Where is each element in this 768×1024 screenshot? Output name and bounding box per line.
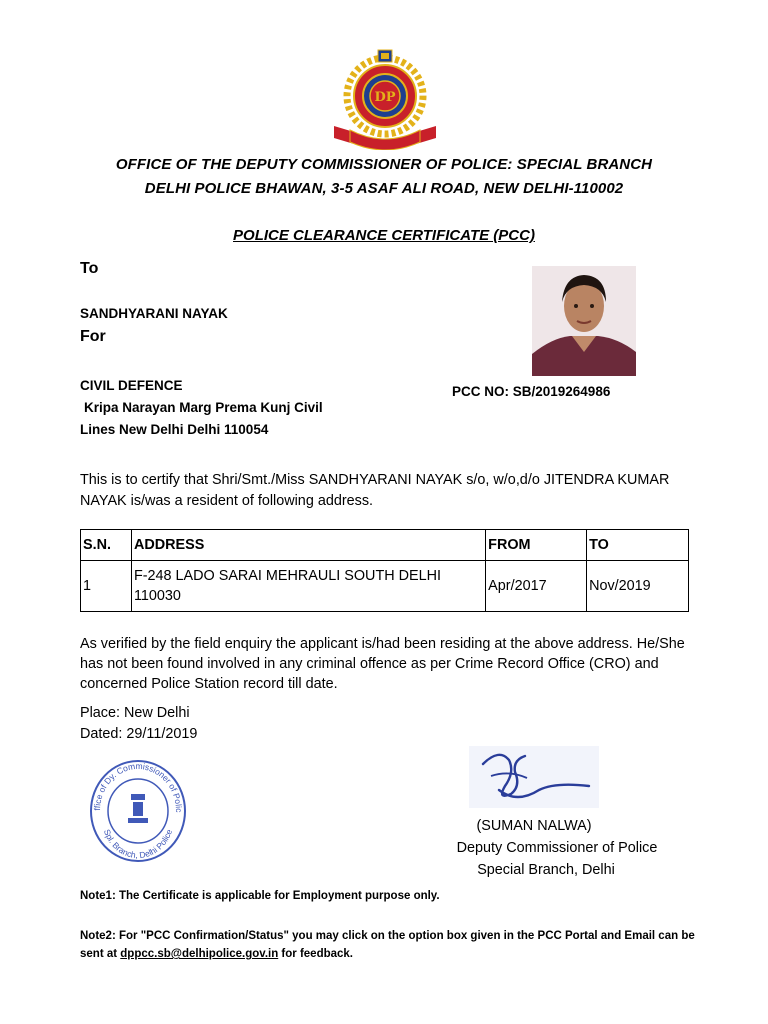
col-header-to: TO xyxy=(587,530,689,561)
signatory-name: (SUMAN NALWA) xyxy=(476,818,592,834)
table-row xyxy=(81,561,689,612)
certificate-title: POLICE CLEARANCE CERTIFICATE (PCC) xyxy=(233,227,535,244)
col-header-address: ADDRESS xyxy=(131,530,485,561)
feedback-email-link[interactable]: dppcc.sb@delhipolice.gov.in xyxy=(120,948,279,960)
cell-to: Nov/2019 xyxy=(587,561,689,612)
to-label: To xyxy=(80,260,99,277)
note-2 xyxy=(80,927,700,963)
for-label: For xyxy=(80,328,106,345)
office-title-line2: DELHI POLICE BHAWAN, 3-5 ASAF ALI ROAD, NEW DELHI-110002 xyxy=(144,180,624,197)
emblem-text: DP xyxy=(374,90,396,105)
note-2-text: Note2: For "PCC Confirmation/Status" you may click on the option box given in the PCC Portal and Email can be sent at xyxy=(80,930,695,960)
recipient-name: SANDHYARANI NAYAK xyxy=(80,306,228,321)
note-2-suffix: for feedback. xyxy=(278,948,354,960)
cell-address: F-248 LADO SARAI MEHRAULI SOUTH DELHI 110030 xyxy=(131,561,485,612)
place: Place: New Delhi xyxy=(80,705,190,721)
signature xyxy=(469,746,599,808)
svg-text:Spl. Branch, Delhi Police xyxy=(102,828,174,860)
stamp-bottom-text: Spl. Branch, Delhi Police xyxy=(101,827,175,861)
stamp-top-text: ffice of Dy. Commissioner of Polic xyxy=(91,760,185,813)
official-stamp xyxy=(88,758,188,864)
col-header-from: FROM xyxy=(486,530,587,561)
recipient-org: CIVIL DEFENCE xyxy=(80,378,183,393)
office-title-line1: OFFICE OF THE DEPUTY COMMISSIONER OF POLICE: SPECIAL BRANCH xyxy=(115,156,653,173)
signatory-branch: Special Branch, Delhi xyxy=(477,862,615,878)
cell-from: Apr/2017 xyxy=(486,561,587,612)
delhi-police-emblem xyxy=(332,48,438,150)
signatory-designation: Deputy Commissioner of Police xyxy=(456,840,658,856)
dated: Dated: 29/11/2019 xyxy=(80,726,198,742)
applicant-photo xyxy=(532,266,636,376)
cell-sn: 1 xyxy=(81,561,132,612)
recipient-address-line1: Kripa Narayan Marg Prema Kunj Civil xyxy=(84,400,323,415)
table-header-row xyxy=(81,530,689,561)
certify-statement: This is to certify that Shri/Smt./Miss SANDHYARANI NAYAK s/o, w/o,d/o JITENDRA KUMAR NAYAK is/was a resident of following address. xyxy=(80,472,670,509)
address-table xyxy=(80,529,689,612)
col-header-sn: S.N. xyxy=(81,530,132,561)
note-1: Note1: The Certificate is applicable for Employment purpose only. xyxy=(80,890,440,902)
pcc-number: PCC NO: SB/2019264986 xyxy=(452,384,611,399)
recipient-address-line2: Lines New Delhi Delhi 110054 xyxy=(80,422,269,437)
verification-statement: As verified by the field enquiry the applicant is/had been residing at the above address. He/She has not been found involved in any criminal offence as per Crime Record Office (CRO) and concerned Police Station record till date. xyxy=(80,636,685,692)
